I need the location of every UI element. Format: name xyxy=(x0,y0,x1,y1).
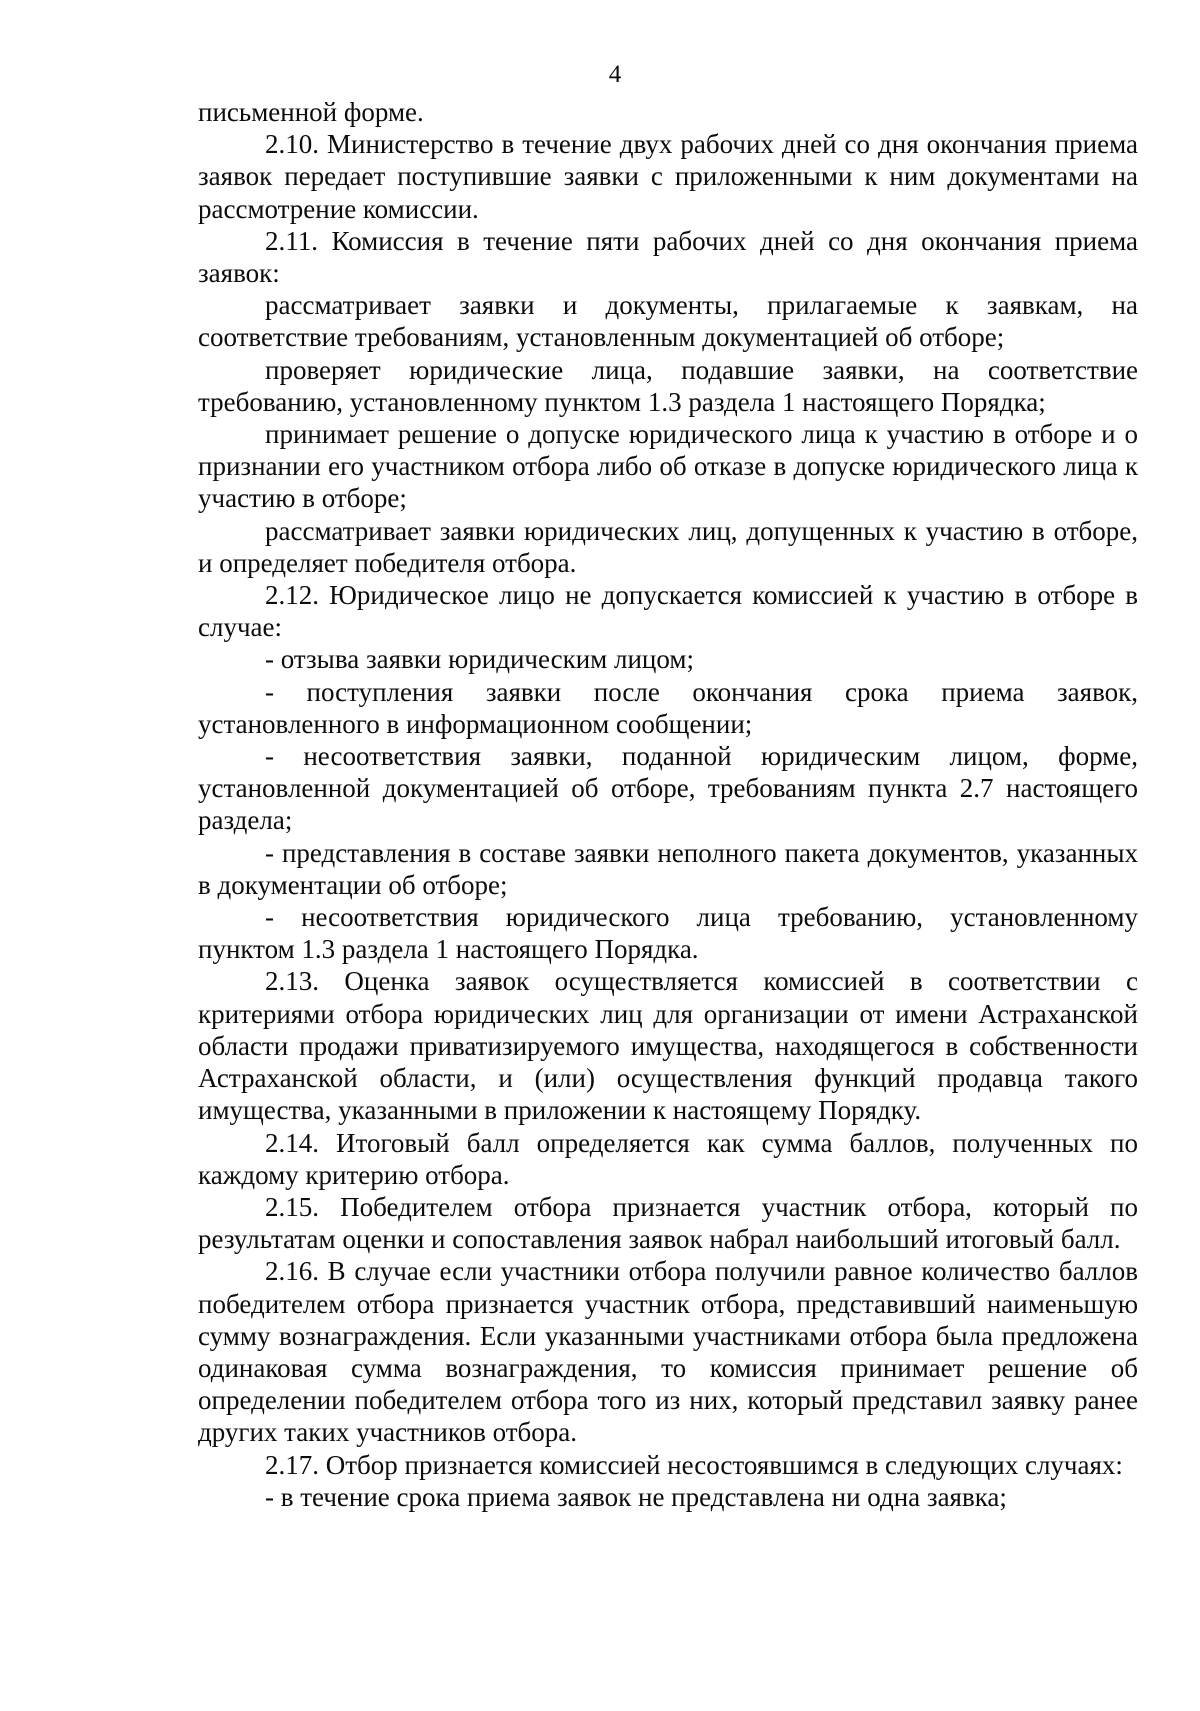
clause-2-14: 2.14. Итоговый балл определяется как сумма баллов, полученных по каждому критерию отбора. xyxy=(198,1127,1138,1190)
paragraph-continuation: письменной форме. xyxy=(198,97,424,127)
clause-2-17: 2.17. Отбор признается комиссией несостоявшимся в следующих случаях: xyxy=(265,1449,1123,1480)
clause-2-12-item-3: - несоответствия заявки, поданной юридическим лицом, форме, установленной документацией об отборе, требованиям пункта 2.7 настоящего раздела; xyxy=(198,741,1138,836)
clause-2-12-item-4: - представления в составе заявки неполного пакета документов, указанных в документации об отборе; xyxy=(198,837,1138,900)
clause-2-17-item-1: - в течение срока приема заявок не представлена ни одна заявка; xyxy=(265,1481,1007,1512)
clause-2-11: 2.11. Комиссия в течение пяти рабочих дней со дня окончания приема заявок: xyxy=(198,225,1138,289)
clause-2-12-item-1: - отзыва заявки юридическим лицом; xyxy=(265,644,694,675)
clause-2-12-item-5: - несоответствия юридического лица требованию, установленному пунктом 1.3 раздела 1 настоящего Порядка. xyxy=(198,902,1138,965)
clause-2-11-item-4: рассматривает заявки юридических лиц, допущенных к участию в отборе, и определяет победителя отбора. xyxy=(198,515,1138,578)
clause-2-11-item-2: проверяет юридические лица, подавшие заявки, на соответствие требованию, установленному пунктом 1.3 раздела 1 настоящего Порядка; xyxy=(198,354,1138,417)
clause-2-10: 2.10. Министерство в течение двух рабочих дней со дня окончания приема заявок передает поступившие заявки с приложенными к ним документами на рассмотрение комиссии. xyxy=(198,129,1138,224)
clause-2-12-item-2: - поступления заявки после окончания срока приема заявок, установленного в информационном сообщении; xyxy=(198,676,1138,739)
clause-2-11-item-3: принимает решение о допуске юридического лица к участию в отборе и о признании его участником отбора либо об отказе в допуске юридического лица к участию в отборе; xyxy=(198,419,1138,514)
page-number: 4 xyxy=(608,61,622,88)
document-body xyxy=(198,96,1138,1513)
clause-2-16: 2.16. В случае если участники отбора получили равное количество баллов победителем отбора признается участник отбора, представивший наименьшую сумму вознаграждения. Если указанными участниками отбора была предложена одинаковая сумма вознаграждения, то комиссия принимает решение об определении победителем отбора того из них, который представил заявку ранее других таких участников отбора. xyxy=(198,1256,1138,1448)
clause-2-15: 2.15. Победителем отбора признается участник отбора, который по результатам оценки и сопоставления заявок набрал наибольший итоговый балл. xyxy=(198,1191,1138,1255)
clause-2-13: 2.13. Оценка заявок осуществляется комиссией в соответствии с критериями отбора юридических лиц для организации от имени Астраханской области продажи приватизируемого имущества, находящегося в собственности Астраханской области, и (или) осуществления функций продавца такого имущества, указанными в приложении к настоящему Порядку. xyxy=(198,966,1138,1126)
clause-2-12: 2.12. Юридическое лицо не допускается комиссией к участию в отборе в случае: xyxy=(198,580,1138,643)
clause-2-11-item-1: рассматривает заявки и документы, прилагаемые к заявкам, на соответствие требованиям, установленным документацией об отборе; xyxy=(198,290,1138,353)
